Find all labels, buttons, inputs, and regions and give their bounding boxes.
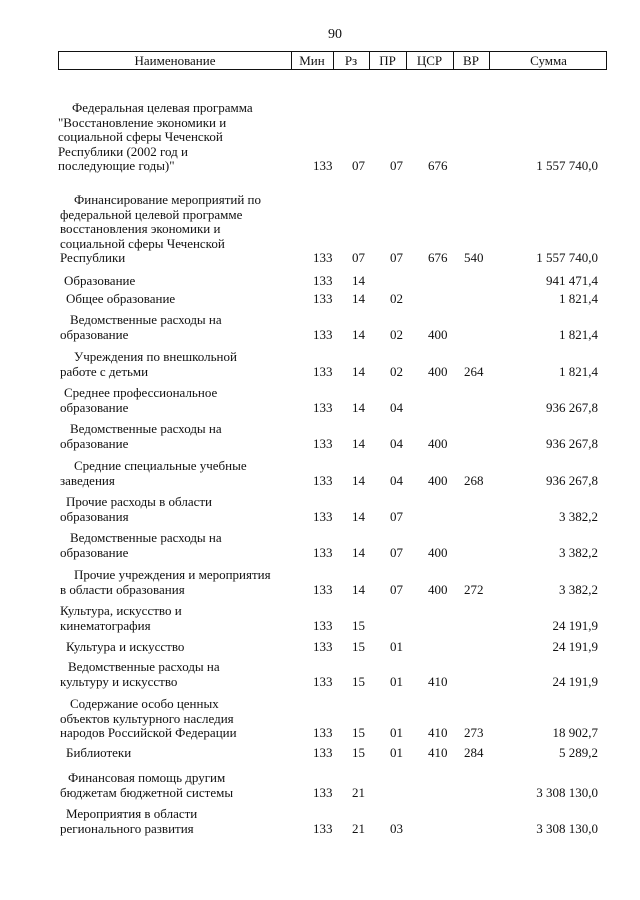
row-pr: 01	[390, 639, 403, 654]
row-name-line: образование	[60, 326, 129, 342]
row-sum: 936 267,8	[546, 399, 598, 415]
row-name-line: Финансирование мероприятий по	[74, 192, 262, 207]
row-sum: 24 191,9	[552, 617, 598, 633]
row-min: 133	[313, 544, 333, 560]
row-rz: 15	[352, 617, 365, 633]
row-csr: 400	[428, 435, 448, 451]
header-sum: Сумма	[530, 53, 567, 68]
row-sum: 3 382,2	[559, 581, 598, 597]
row-name-line: кинематография	[60, 617, 151, 633]
row-min: 133	[313, 399, 333, 415]
row-rz: 14	[352, 326, 365, 342]
row-pr: 03	[390, 820, 403, 836]
row-min: 133	[313, 158, 333, 173]
row-min: 133	[313, 250, 333, 265]
row-rz: 14	[352, 435, 365, 451]
row-rz: 21	[352, 784, 365, 800]
row-pr: 01	[390, 673, 403, 689]
row-csr: 410	[428, 745, 448, 760]
row-sum: 24 191,9	[552, 639, 598, 654]
row-name-line: восстановления экономики и	[60, 221, 221, 236]
row-sum: 24 191,9	[552, 673, 598, 689]
row-name-line: бюджетам бюджетной системы	[60, 784, 234, 800]
row-rz: 14	[352, 291, 365, 306]
row-rz: 15	[352, 745, 365, 760]
row-name-line: Образование	[64, 273, 136, 288]
row-sum: 5 289,2	[559, 745, 598, 760]
row-name-line: образование	[60, 399, 129, 415]
row-pr: 01	[390, 745, 403, 760]
row-name-line: Культура, искусство и	[60, 603, 182, 618]
row-name-line: Ведомственные расходы на	[68, 659, 220, 674]
row-name-line: народов Российской Федерации	[60, 725, 237, 740]
row-name-line: в области образования	[60, 581, 185, 597]
row-vr: 268	[464, 472, 484, 488]
row-vr: 264	[464, 363, 484, 379]
row-pr: 02	[390, 363, 403, 379]
row-min: 133	[313, 784, 333, 800]
row-pr: 02	[390, 326, 403, 342]
row-sum: 3 308 130,0	[536, 784, 598, 800]
row-sum: 936 267,8	[546, 435, 598, 451]
row-pr: 04	[390, 399, 403, 415]
row-csr: 410	[428, 673, 448, 689]
row-min: 133	[313, 725, 333, 740]
row-name-line: заведения	[60, 472, 115, 488]
row-name-line: работе с детьми	[60, 363, 149, 379]
row-sum: 1 557 740,0	[536, 158, 598, 173]
row-name-line: Культура и искусство	[66, 639, 185, 654]
row-min: 133	[313, 472, 333, 488]
row-sum: 1 821,4	[559, 363, 598, 379]
row-min: 133	[313, 291, 333, 306]
row-name-line: Финансовая помощь другим	[68, 770, 226, 785]
row-name-line: Библиотеки	[66, 745, 132, 760]
table-header	[58, 51, 607, 70]
row-rz: 14	[352, 508, 365, 524]
row-pr: 07	[390, 544, 403, 560]
row-rz: 21	[352, 820, 365, 836]
row-min: 133	[313, 508, 333, 524]
header-pr: ПР	[379, 53, 396, 68]
row-min: 133	[313, 820, 333, 836]
row-csr: 400	[428, 581, 448, 597]
row-sum: 941 471,4	[546, 273, 598, 288]
row-name-line: Общее образование	[66, 291, 176, 306]
row-csr: 676	[428, 250, 448, 265]
row-min: 133	[313, 326, 333, 342]
row-pr: 07	[390, 250, 403, 265]
row-name-line: образование	[60, 544, 129, 560]
row-csr: 400	[428, 363, 448, 379]
row-pr: 07	[390, 158, 403, 173]
row-name-line: Среднее профессиональное	[64, 385, 218, 400]
row-sum: 1 821,4	[559, 326, 598, 342]
row-name-line: регионального развития	[60, 820, 194, 836]
row-rz: 14	[352, 399, 365, 415]
row-min: 133	[313, 273, 333, 288]
row-name-line: Ведомственные расходы на	[70, 312, 222, 327]
row-sum: 18 902,7	[552, 725, 598, 740]
row-vr: 284	[464, 745, 484, 760]
row-name-line: Ведомственные расходы на	[70, 530, 222, 545]
row-rz: 14	[352, 472, 365, 488]
row-min: 133	[313, 745, 333, 760]
row-rz: 07	[352, 250, 365, 265]
row-name-line: образования	[60, 508, 129, 524]
row-vr: 540	[464, 250, 484, 265]
row-min: 133	[313, 581, 333, 597]
row-name-line: Прочие учреждения и мероприятия	[74, 567, 271, 582]
header-rz: Рз	[344, 53, 358, 68]
row-min: 133	[313, 639, 333, 654]
row-name-line: федеральной целевой программе	[60, 206, 243, 222]
row-min: 133	[313, 617, 333, 633]
header-name: Наименование	[134, 53, 216, 68]
header-csr: ЦСР	[416, 53, 443, 68]
row-rz: 15	[352, 725, 365, 740]
row-csr: 400	[428, 544, 448, 560]
row-rz: 14	[352, 273, 365, 288]
row-min: 133	[313, 673, 333, 689]
row-name-line: Мероприятия в области	[66, 806, 198, 821]
header-vr: ВР	[463, 53, 479, 68]
row-pr: 07	[390, 508, 403, 524]
row-sum: 3 382,2	[559, 508, 598, 524]
row-name-line: Прочие расходы в области	[66, 494, 213, 509]
row-min: 133	[313, 363, 333, 379]
row-rz: 14	[352, 363, 365, 379]
row-rz: 14	[352, 581, 365, 597]
row-name-line: социальной сферы Чеченской	[58, 129, 223, 144]
row-sum: 1 821,4	[559, 291, 598, 306]
row-rz: 07	[352, 158, 365, 173]
page-number: 90	[328, 27, 342, 42]
row-csr: 676	[428, 158, 448, 173]
row-name-line: Республики (2002 год и	[58, 143, 188, 159]
row-sum: 1 557 740,0	[536, 250, 598, 265]
row-name-line: Ведомственные расходы на	[70, 421, 222, 436]
row-rz: 14	[352, 544, 365, 560]
row-name-line: последующие годы)"	[58, 158, 175, 173]
row-csr: 410	[428, 725, 448, 740]
row-sum: 936 267,8	[546, 472, 598, 488]
row-name-line: объектов культурного наследия	[60, 710, 234, 726]
row-rz: 15	[352, 639, 365, 654]
row-name-line: Учреждения по внешкольной	[74, 349, 237, 364]
row-vr: 272	[464, 581, 484, 597]
row-pr: 02	[390, 291, 403, 306]
row-vr: 273	[464, 725, 484, 740]
row-pr: 04	[390, 472, 403, 488]
row-name-line: Республики	[60, 250, 126, 265]
row-name-line: образование	[60, 435, 129, 451]
row-pr: 01	[390, 725, 403, 740]
row-name-line: Средние специальные учебные	[74, 458, 247, 473]
row-pr: 04	[390, 435, 403, 451]
row-name-line: культуру и искусство	[60, 673, 178, 689]
row-name-line: Федеральная целевая программа	[72, 100, 253, 115]
row-sum: 3 382,2	[559, 544, 598, 560]
row-name-line: социальной сферы Чеченской	[60, 235, 225, 251]
row-csr: 400	[428, 326, 448, 342]
row-csr: 400	[428, 472, 448, 488]
row-name-line: Содержание особо ценных	[70, 696, 219, 711]
row-min: 133	[313, 435, 333, 451]
row-rz: 15	[352, 673, 365, 689]
row-name-line: "Восстановление экономики и	[58, 114, 227, 130]
row-pr: 07	[390, 581, 403, 597]
header-min: Мин	[299, 53, 325, 68]
row-sum: 3 308 130,0	[536, 820, 598, 836]
